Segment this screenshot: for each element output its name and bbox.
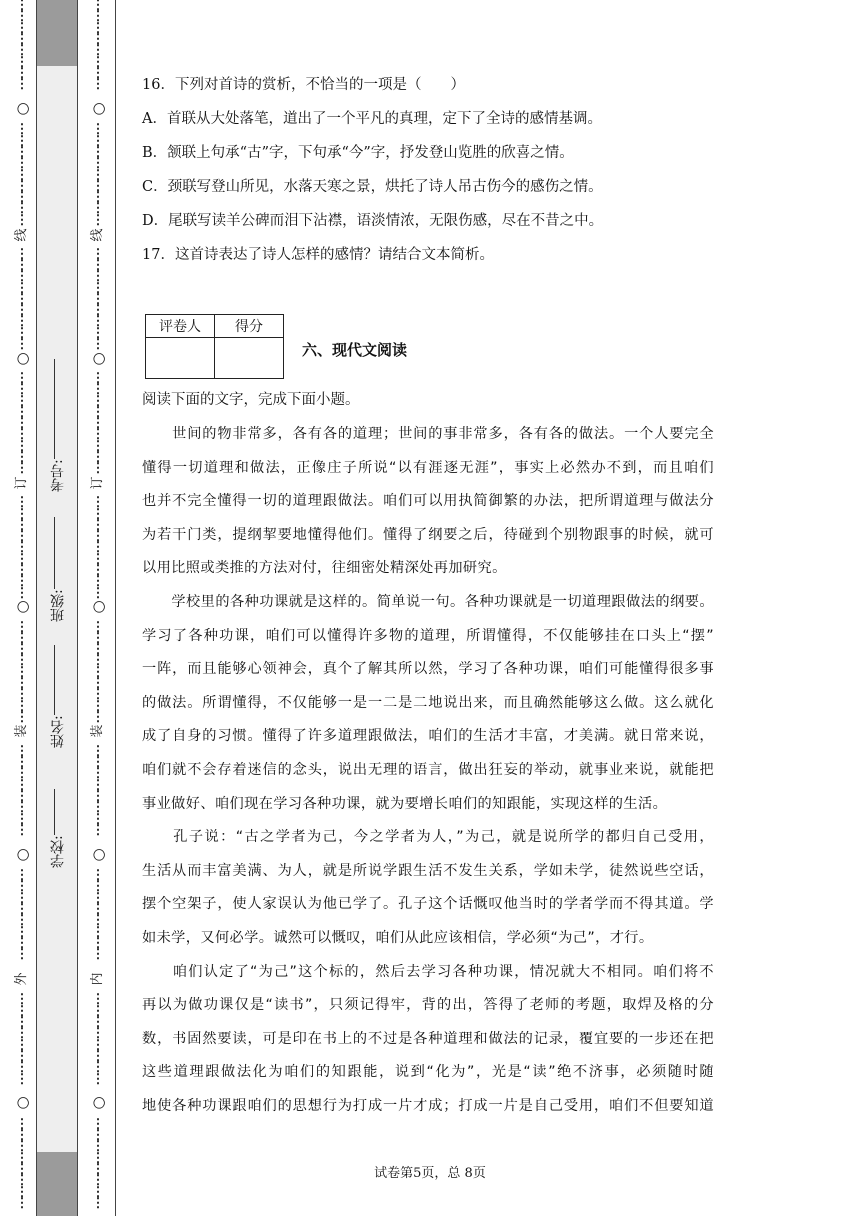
passage-line: 世间的物非常多，各有各的道理；世间的事非常多，各有各的做法。一个人要完全 bbox=[142, 426, 714, 442]
dot-mark: ⋮ bbox=[91, 370, 105, 386]
dot-mark: ⋮ bbox=[15, 1060, 29, 1076]
class-label: 班级: bbox=[50, 589, 66, 622]
dot-mark: ⋮ bbox=[15, 642, 29, 658]
dot-mark: ⋮ bbox=[91, 450, 105, 465]
binding-circle-mark: ○ bbox=[89, 848, 107, 862]
dot-mark: ⋮ bbox=[91, 517, 105, 533]
dot-mark: ⋮ bbox=[91, 755, 105, 771]
dot-mark: ⋮ bbox=[91, 144, 105, 160]
dot-mark: ⋮ bbox=[15, 924, 29, 940]
binding-circle-mark: ○ bbox=[89, 1096, 107, 1110]
dot-mark: ⋮ bbox=[91, 913, 105, 929]
dot-mark: ⋮ bbox=[15, 755, 29, 771]
dot-mark: ⋮ bbox=[15, 156, 29, 172]
dot-mark: ⋮ bbox=[91, 133, 105, 149]
dot-mark: ⋮ bbox=[15, 1037, 29, 1053]
dot-mark: ⋮ bbox=[91, 77, 105, 93]
dot-mark: ⋮ bbox=[91, 1015, 105, 1030]
dot-mark: ⋮ bbox=[15, 1161, 29, 1177]
dot-mark: ⋮ bbox=[15, 438, 29, 454]
dot-mark: ⋮ bbox=[91, 1037, 105, 1053]
dot-mark: ⋮ bbox=[15, 1015, 29, 1030]
binding-char-mark: 线 bbox=[90, 228, 105, 242]
dot-mark: ⋮ bbox=[91, 563, 105, 578]
dot-mark: ⋮ bbox=[91, 54, 105, 70]
dot-mark: ⋮ bbox=[91, 698, 105, 714]
margin-divider bbox=[115, 0, 116, 1216]
dot-mark: ⋮ bbox=[91, 291, 105, 307]
question-17: 17．这首诗表达了诗人怎样的感情？请结合文本简析。 bbox=[142, 247, 494, 263]
dot-mark: ⋮ bbox=[15, 212, 29, 228]
dot-mark: ⋮ bbox=[15, 551, 29, 567]
number-blank bbox=[55, 359, 56, 459]
passage-line: 咱们就不会存着迷信的念头，说出无理的语言，做出狂妄的举动，就事业来说，就能把 bbox=[142, 762, 714, 778]
dot-mark: ⋮ bbox=[15, 325, 29, 341]
passage-line: 以用比照或类推的方法对付，往细密处精深处再加研究。 bbox=[142, 560, 507, 577]
passage-line: 成了自身的习惯。懂得了许多道理跟做法，咱们的生活才丰富，才美满。就日常来说， bbox=[142, 728, 714, 745]
dot-mark: ⋮ bbox=[91, 382, 105, 398]
inner-dotted-cut-line bbox=[91, 0, 105, 1216]
dot-mark: ⋮ bbox=[91, 269, 105, 285]
dot-mark: ⋮ bbox=[91, 122, 105, 138]
dot-mark: ⋮ bbox=[91, 709, 105, 725]
dot-mark: ⋮ bbox=[91, 574, 105, 590]
dot-mark: ⋮ bbox=[15, 314, 29, 330]
dot-mark: ⋮ bbox=[15, 1116, 29, 1132]
dot-mark: ⋮ bbox=[91, 1173, 105, 1189]
dot-mark: ⋮ bbox=[91, 529, 105, 545]
dot-mark: ⋮ bbox=[15, 167, 29, 183]
section-title: 六、现代文阅读 bbox=[302, 341, 408, 359]
school-blank bbox=[55, 789, 56, 835]
dot-mark: ⋮ bbox=[91, 766, 105, 782]
dot-mark: ⋮ bbox=[15, 777, 29, 793]
binding-circle-mark: ○ bbox=[13, 352, 31, 366]
binding-circle-mark: ○ bbox=[89, 102, 107, 116]
binding-circle-mark: ○ bbox=[13, 102, 31, 116]
dot-mark: ⋮ bbox=[91, 314, 105, 330]
binding-char-mark: 内 bbox=[90, 972, 105, 986]
passage-line: 数，书固然要读，可是印在书上的不过是各种道理和做法的记录，覆宜要的一步还在把 bbox=[142, 1030, 714, 1047]
dot-mark: ⋮ bbox=[91, 1060, 105, 1076]
dot-mark: ⋮ bbox=[15, 529, 29, 545]
dot-mark: ⋮ bbox=[91, 1161, 105, 1177]
school-field bbox=[47, 790, 69, 868]
dot-mark: ⋮ bbox=[91, 167, 105, 183]
dot-mark: ⋮ bbox=[15, 1184, 29, 1200]
dot-mark: ⋮ bbox=[15, 506, 29, 522]
dot-mark: ⋮ bbox=[91, 1195, 105, 1211]
dot-mark: ⋮ bbox=[91, 393, 105, 409]
dot-mark: ⋮ bbox=[15, 65, 29, 81]
dot-mark: ⋮ bbox=[15, 935, 29, 951]
dot-mark: ⋮ bbox=[91, 1071, 105, 1087]
dot-mark: ⋮ bbox=[91, 1116, 105, 1132]
passage-line: 咱们认定了“为己”这个标的，然后去学习各种功课，情况就大不相同。咱们将不 bbox=[142, 963, 714, 980]
dot-mark: ⋮ bbox=[15, 664, 29, 680]
dot-mark: ⋮ bbox=[91, 630, 105, 646]
passage-line: 摆个空架子，使人家误认为他已学了。孔子这个话慨叹他当时的学者学而不得其道。学 bbox=[142, 896, 714, 913]
option-a: A．首联从大处落笔，道出了一个平凡的真理，定下了全诗的感情基调。 bbox=[142, 111, 602, 127]
passage-line: 再以为做功课仅是“读书”，只须记得牢，背的出，答得了老师的考题，取焊及格的分 bbox=[142, 997, 714, 1014]
dot-mark: ⋮ bbox=[91, 156, 105, 172]
dot-mark: ⋮ bbox=[15, 190, 29, 206]
dot-mark: ⋮ bbox=[91, 789, 105, 804]
binding-char-mark: 装 bbox=[90, 724, 105, 738]
dot-mark: ⋮ bbox=[15, 902, 29, 917]
binding-circle-mark: ○ bbox=[89, 352, 107, 366]
margin-divider bbox=[77, 0, 78, 1216]
dot-mark: ⋮ bbox=[91, 43, 105, 59]
dot-mark: ⋮ bbox=[15, 800, 29, 816]
dot-mark: ⋮ bbox=[15, 1150, 29, 1166]
dot-mark: ⋮ bbox=[15, 337, 29, 352]
dot-mark: ⋮ bbox=[15, 1128, 29, 1143]
dot-mark: ⋮ bbox=[15, 619, 29, 635]
grader-score-box bbox=[145, 314, 284, 379]
dot-mark: ⋮ bbox=[15, 291, 29, 307]
dot-mark: ⋮ bbox=[15, 450, 29, 465]
dot-mark: ⋮ bbox=[15, 1048, 29, 1064]
dot-mark: ⋮ bbox=[15, 585, 29, 601]
dot-mark: ⋮ bbox=[91, 337, 105, 352]
dot-mark: ⋮ bbox=[15, 178, 29, 194]
dot-mark: ⋮ bbox=[91, 992, 105, 1008]
dot-mark: ⋮ bbox=[15, 822, 29, 838]
binding-char-mark: 装 bbox=[14, 724, 29, 738]
dot-mark: ⋮ bbox=[91, 190, 105, 206]
dot-mark: ⋮ bbox=[91, 947, 105, 963]
name-field bbox=[47, 638, 69, 748]
dot-mark: ⋮ bbox=[91, 585, 105, 601]
school-label: 学校: bbox=[50, 835, 66, 868]
dot-mark: ⋮ bbox=[15, 0, 29, 13]
dot-mark: ⋮ bbox=[91, 822, 105, 838]
score-header: 得分 bbox=[215, 315, 284, 338]
dot-mark: ⋮ bbox=[15, 698, 29, 714]
dot-mark: ⋮ bbox=[91, 495, 105, 511]
dot-mark: ⋮ bbox=[15, 766, 29, 782]
dot-mark: ⋮ bbox=[91, 935, 105, 951]
grader-cell[interactable] bbox=[146, 338, 215, 379]
binding-margin bbox=[0, 0, 115, 1216]
dot-mark: ⋮ bbox=[15, 77, 29, 93]
dot-mark: ⋮ bbox=[15, 540, 29, 556]
name-label: 姓名: bbox=[50, 715, 66, 748]
dot-mark: ⋮ bbox=[91, 438, 105, 454]
dot-mark: ⋮ bbox=[91, 890, 105, 906]
dot-mark: ⋮ bbox=[91, 551, 105, 567]
binding-char-mark: 线 bbox=[14, 228, 29, 242]
dot-mark: ⋮ bbox=[91, 178, 105, 194]
dot-mark: ⋮ bbox=[15, 811, 29, 827]
passage-line: 地使各种功课跟咱们的思想行为打成一片才成；打成一片是自己受用，咱们不但要知道 bbox=[142, 1098, 714, 1114]
dot-mark: ⋮ bbox=[15, 992, 29, 1008]
dot-mark: ⋮ bbox=[91, 506, 105, 522]
page-footer: 试卷第5页，总 8页 bbox=[374, 1166, 486, 1181]
passage-line: 孔子说：“古之学者为己，今之学者为人，”为己，就是说所学的都归自己受用， bbox=[142, 829, 714, 846]
dot-mark: ⋮ bbox=[91, 303, 105, 319]
dot-mark: ⋮ bbox=[15, 122, 29, 138]
dot-mark: ⋮ bbox=[91, 653, 105, 669]
number-label: 考号: bbox=[50, 459, 66, 492]
dot-mark: ⋮ bbox=[15, 574, 29, 590]
dot-mark: ⋮ bbox=[15, 303, 29, 319]
passage-line: 学习了各种功课，咱们可以懂得许多物的道理，所谓懂得，不仅能够挂在口头上“摆” bbox=[142, 627, 714, 644]
dot-mark: ⋮ bbox=[91, 540, 105, 556]
dot-mark: ⋮ bbox=[15, 653, 29, 669]
dot-mark: ⋮ bbox=[15, 495, 29, 511]
dot-mark: ⋮ bbox=[91, 743, 105, 759]
dot-mark: ⋮ bbox=[91, 664, 105, 680]
dot-mark: ⋮ bbox=[15, 54, 29, 70]
binding-char-mark: 外 bbox=[14, 972, 29, 986]
dot-mark: ⋮ bbox=[91, 811, 105, 827]
question-16: 16．下列对首诗的赏析，不恰当的一项是（ ） bbox=[142, 77, 465, 93]
dot-mark: ⋮ bbox=[15, 890, 29, 906]
dot-mark: ⋮ bbox=[91, 1128, 105, 1143]
dot-mark: ⋮ bbox=[91, 461, 105, 477]
class-blank bbox=[55, 517, 56, 589]
dot-mark: ⋮ bbox=[15, 404, 29, 420]
passage-line: 生活从而丰富美满、为人，就是所说学跟生活不发生关系，学如未学，徒然说些空话， bbox=[142, 862, 714, 879]
option-c: C．颈联写登山所见，水落天寒之景，烘托了诗人吊古伤今的感伤之情。 bbox=[142, 179, 603, 195]
grader-header: 评卷人 bbox=[146, 315, 215, 338]
dot-mark: ⋮ bbox=[15, 517, 29, 533]
dot-mark: ⋮ bbox=[91, 687, 105, 703]
dot-mark: ⋮ bbox=[91, 1184, 105, 1200]
dot-mark: ⋮ bbox=[15, 563, 29, 578]
dot-mark: ⋮ bbox=[91, 1026, 105, 1042]
dot-mark: ⋮ bbox=[15, 1195, 29, 1211]
passage-line: 如未学，又何必学。诚然可以慨叹，咱们从此应该相信，学必须“为己”，才行。 bbox=[142, 930, 654, 946]
binding-char-mark: 订 bbox=[90, 476, 105, 490]
dot-mark: ⋮ bbox=[15, 913, 29, 929]
dot-mark: ⋮ bbox=[15, 246, 29, 262]
dot-mark: ⋮ bbox=[15, 382, 29, 398]
dot-mark: ⋮ bbox=[15, 269, 29, 285]
dot-mark: ⋮ bbox=[15, 789, 29, 804]
dot-mark: ⋮ bbox=[15, 31, 29, 47]
dot-mark: ⋮ bbox=[91, 902, 105, 917]
dot-mark: ⋮ bbox=[15, 280, 29, 296]
dot-mark: ⋮ bbox=[15, 687, 29, 703]
number-field bbox=[47, 352, 69, 492]
passage-line: 的做法。所谓懂得，不仅能够一是一二是二地说出来，而且确然能够这么做。这么就化 bbox=[142, 694, 714, 711]
binding-circle-mark: ○ bbox=[13, 1096, 31, 1110]
dot-mark: ⋮ bbox=[91, 619, 105, 635]
strip-top-cap bbox=[37, 0, 77, 66]
dot-mark: ⋮ bbox=[15, 416, 29, 432]
passage-line: 为若干门类，提纲挈要地懂得他们。懂得了纲要之后，待碰到个别物跟事的时候，就可 bbox=[142, 526, 714, 543]
dot-mark: ⋮ bbox=[15, 201, 29, 217]
dot-mark: ⋮ bbox=[15, 630, 29, 646]
passage-line: 懂得一切道理和做法，正像庄子所说“以有涯逐无涯”，事实上必然办不到，而且咱们 bbox=[142, 459, 714, 476]
dot-mark: ⋮ bbox=[15, 370, 29, 386]
binding-circle-mark: ○ bbox=[13, 600, 31, 614]
dot-mark: ⋮ bbox=[91, 676, 105, 691]
dot-mark: ⋮ bbox=[91, 325, 105, 341]
dot-mark: ⋮ bbox=[15, 144, 29, 160]
option-d: D．尾联写读羊公碑而泪下沾襟，语淡情浓，无限伤感，尽在不昔之中。 bbox=[142, 213, 604, 229]
dot-mark: ⋮ bbox=[15, 427, 29, 443]
class-field bbox=[47, 510, 69, 622]
score-cell[interactable] bbox=[215, 338, 284, 379]
name-blank bbox=[55, 645, 56, 715]
dot-mark: ⋮ bbox=[15, 20, 29, 36]
dot-mark: ⋮ bbox=[91, 20, 105, 36]
dot-mark: ⋮ bbox=[91, 0, 105, 13]
dot-mark: ⋮ bbox=[15, 1139, 29, 1155]
passage-line: 事业做好、咱们现在学习各种功课，就为要增长咱们的知跟能，实现这样的生活。 bbox=[142, 795, 668, 812]
dot-mark: ⋮ bbox=[15, 1026, 29, 1042]
dot-mark: ⋮ bbox=[91, 868, 105, 884]
dot-mark: ⋮ bbox=[91, 404, 105, 420]
dot-mark: ⋮ bbox=[91, 280, 105, 296]
dot-mark: ⋮ bbox=[91, 257, 105, 273]
dot-mark: ⋮ bbox=[91, 212, 105, 228]
binding-circle-mark: ○ bbox=[13, 848, 31, 862]
dot-mark: ⋮ bbox=[15, 9, 29, 25]
dot-mark: ⋮ bbox=[91, 246, 105, 262]
dot-mark: ⋮ bbox=[91, 642, 105, 658]
dot-mark: ⋮ bbox=[91, 65, 105, 81]
passage-line: 这些道理跟做法化为咱们的知跟能，说到“化为”，光是“读”绝不济事，必须随时随 bbox=[142, 1064, 714, 1081]
dot-mark: ⋮ bbox=[91, 31, 105, 47]
dot-mark: ⋮ bbox=[15, 393, 29, 409]
binding-circle-mark: ○ bbox=[89, 600, 107, 614]
option-b: B．颔联上句承“古”字，下句承“今”字，抒发登山览胜的欣喜之情。 bbox=[142, 145, 574, 161]
dot-mark: ⋮ bbox=[91, 9, 105, 25]
dot-mark: ⋮ bbox=[91, 1139, 105, 1155]
reading-instruction: 阅读下面的文字，完成下面小题。 bbox=[142, 392, 360, 408]
dot-mark: ⋮ bbox=[15, 1003, 29, 1019]
dot-mark: ⋮ bbox=[91, 416, 105, 432]
outer-dotted-cut-line bbox=[15, 0, 29, 1216]
dot-mark: ⋮ bbox=[91, 427, 105, 443]
dot-mark: ⋮ bbox=[91, 201, 105, 217]
dot-mark: ⋮ bbox=[15, 947, 29, 963]
dot-mark: ⋮ bbox=[91, 800, 105, 816]
passage-line: 一阵，而且能够心领神会，真个了解其所以然，学习了各种功课，咱们可能懂得很多事 bbox=[142, 661, 714, 678]
dot-mark: ⋮ bbox=[15, 257, 29, 273]
dot-mark: ⋮ bbox=[91, 1150, 105, 1166]
passage-line: 也并不完全懂得一切的道理跟做法。咱们可以用执简御繁的办法，把所谓道理与做法分 bbox=[142, 493, 714, 510]
dot-mark: ⋮ bbox=[91, 1048, 105, 1064]
dot-mark: ⋮ bbox=[15, 868, 29, 884]
dot-mark: ⋮ bbox=[15, 43, 29, 59]
dot-mark: ⋮ bbox=[15, 709, 29, 725]
dot-mark: ⋮ bbox=[91, 924, 105, 940]
dot-mark: ⋮ bbox=[15, 879, 29, 895]
dot-mark: ⋮ bbox=[91, 777, 105, 793]
dot-mark: ⋮ bbox=[91, 879, 105, 895]
dot-mark: ⋮ bbox=[15, 676, 29, 691]
binding-char-mark: 订 bbox=[14, 476, 29, 490]
dot-mark: ⋮ bbox=[15, 1071, 29, 1087]
passage-line: 学校里的各种功课就是这样的。简单说一句。各种功课就是一切道理跟做法的纲要。 bbox=[142, 594, 714, 610]
dot-mark: ⋮ bbox=[15, 461, 29, 477]
dot-mark: ⋮ bbox=[91, 1003, 105, 1019]
dot-mark: ⋮ bbox=[15, 133, 29, 149]
dot-mark: ⋮ bbox=[15, 1173, 29, 1189]
dot-mark: ⋮ bbox=[15, 743, 29, 759]
